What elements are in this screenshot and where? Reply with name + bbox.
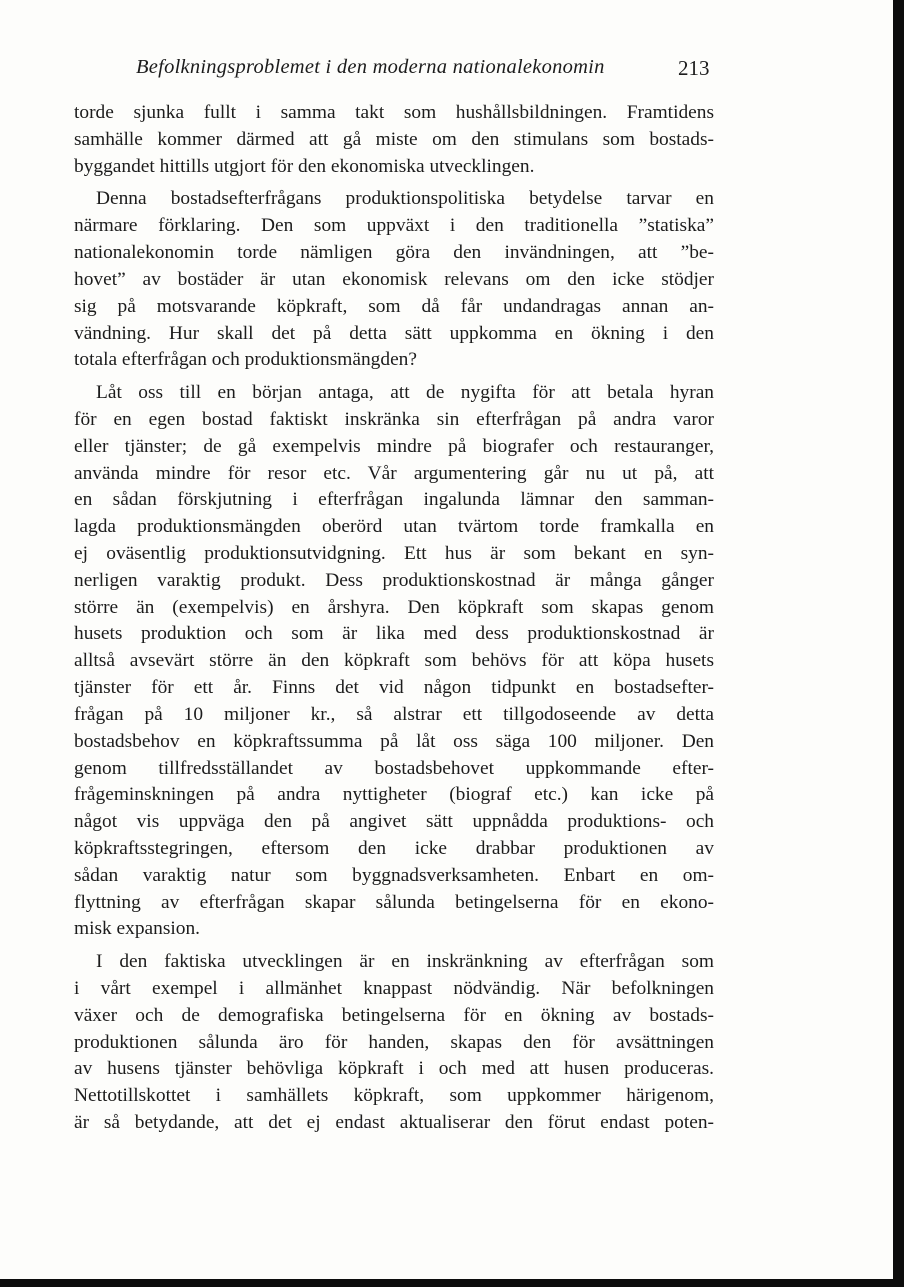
- text-line: sådan varaktig natur som byggnadsverksamheten. Enbart en om-: [74, 864, 714, 886]
- paragraph: [74, 100, 714, 180]
- text-line: växer och de demografiska betingelserna för en ökning av bostads-: [74, 1004, 714, 1026]
- text-line: av husens tjänster behövliga köpkraft i och med att husen produceras.: [74, 1058, 714, 1080]
- text-line: frågeminskningen på andra nyttigheter (biograf etc.) kan icke på: [74, 784, 714, 806]
- paragraph: [74, 949, 714, 1137]
- text-line: nerligen varaktig produkt. Dess produktionskostnad är många gånger: [74, 569, 714, 591]
- text-line: frågan på 10 miljoner kr., så alstrar ett tillgodoseende av detta: [74, 703, 714, 725]
- paragraph: [74, 380, 714, 943]
- text-line: lagda produktionsmängden oberörd utan tvärtom torde framkalla en: [74, 516, 714, 538]
- text-line: använda mindre för resor etc. Vår argumentering går nu ut på, att: [74, 462, 714, 484]
- text-line: ej oväsentlig produktionsutvidgning. Ett hus är som bekant en syn-: [74, 543, 714, 564]
- text-line: hovet” av bostäder är utan ekonomisk relevans om den icke stödjer: [74, 268, 714, 290]
- text-line: närmare förklaring. Den som uppväxt i den traditionella ”statiska”: [74, 215, 714, 237]
- text-line: Denna bostadsefterfrågans produktionspolitiska betydelse tarvar en: [96, 188, 714, 210]
- text-line: är så betydande, att det ej endast aktualiserar den förut endast poten-: [74, 1112, 714, 1134]
- text-line: torde sjunka fullt i samma takt som hushållsbildningen. Framtidens: [74, 102, 714, 123]
- text-line: vändning. Hur skall det på detta sätt uppkomma en ökning i den: [74, 322, 714, 344]
- text-line: sig på motsvarande köpkraft, som då får undandragas annan an-: [74, 295, 714, 317]
- text-line: bostadsbehov en köpkraftssumma på låt oss säga 100 miljoner. Den: [74, 730, 714, 752]
- running-head: [0, 56, 893, 86]
- text-line: misk expansion.: [74, 918, 201, 940]
- text-line: byggandet hittills utgjort för den ekonomiska utvecklingen.: [74, 155, 535, 177]
- text-line: flyttning av efterfrågan skapar sålunda betingelserna för en ekono-: [74, 891, 714, 913]
- text-line: för en egen bostad faktiskt inskränka sin efterfrågan på andra varor: [74, 408, 714, 430]
- text-line: alltså avsevärt större än den köpkraft som behövs för att köpa husets: [74, 650, 714, 672]
- text-line: produktionen sålunda äro för handen, skapas den för avsättningen: [74, 1031, 714, 1053]
- paragraph: [74, 186, 714, 374]
- text-line: köpkraftsstegringen, eftersom den icke drabbar produktionen av: [74, 837, 714, 859]
- text-line: Nettotillskottet i samhällets köpkraft, som uppkommer härigenom,: [74, 1085, 714, 1107]
- text-line: eller tjänster; de gå exempelvis mindre på biografer och restauranger,: [74, 435, 714, 457]
- text-line: tjänster för ett år. Finns det vid någon tidpunkt en bostadsefter-: [74, 677, 714, 699]
- text-line: i vårt exempel i allmänhet knappast nödvändig. När befolkningen: [74, 978, 714, 999]
- text-line: nationalekonomin torde nämligen göra den invändningen, att ”be-: [74, 242, 714, 264]
- text-line: genom tillfredsställandet av bostadsbehovet uppkommande efter-: [74, 757, 714, 779]
- body-text: [74, 100, 714, 1137]
- text-line: totala efterfrågan och produktionsmängden?: [74, 349, 417, 371]
- text-line: något vis uppväga den på angivet sätt uppnådda produktions- och: [74, 811, 714, 833]
- text-line: Låt oss till en början antaga, att de nygifta för att betala hyran: [96, 382, 714, 404]
- page-number: 213: [678, 56, 710, 80]
- text-line: husets produktion och som är lika med dess produktionskostnad är: [74, 623, 714, 645]
- text-line: en sådan förskjutning i efterfrågan ingalunda lämnar den samman-: [74, 489, 714, 511]
- text-line: I den faktiska utvecklingen är en inskränkning av efterfrågan som: [96, 951, 714, 973]
- text-line: större än (exempelvis) en årshyra. Den köpkraft som skapas genom: [74, 596, 714, 618]
- running-title: Befolkningsproblemet i den moderna nationalekonomin: [136, 56, 605, 78]
- text-line: samhälle kommer därmed att gå miste om den stimulans som bostads-: [74, 128, 714, 150]
